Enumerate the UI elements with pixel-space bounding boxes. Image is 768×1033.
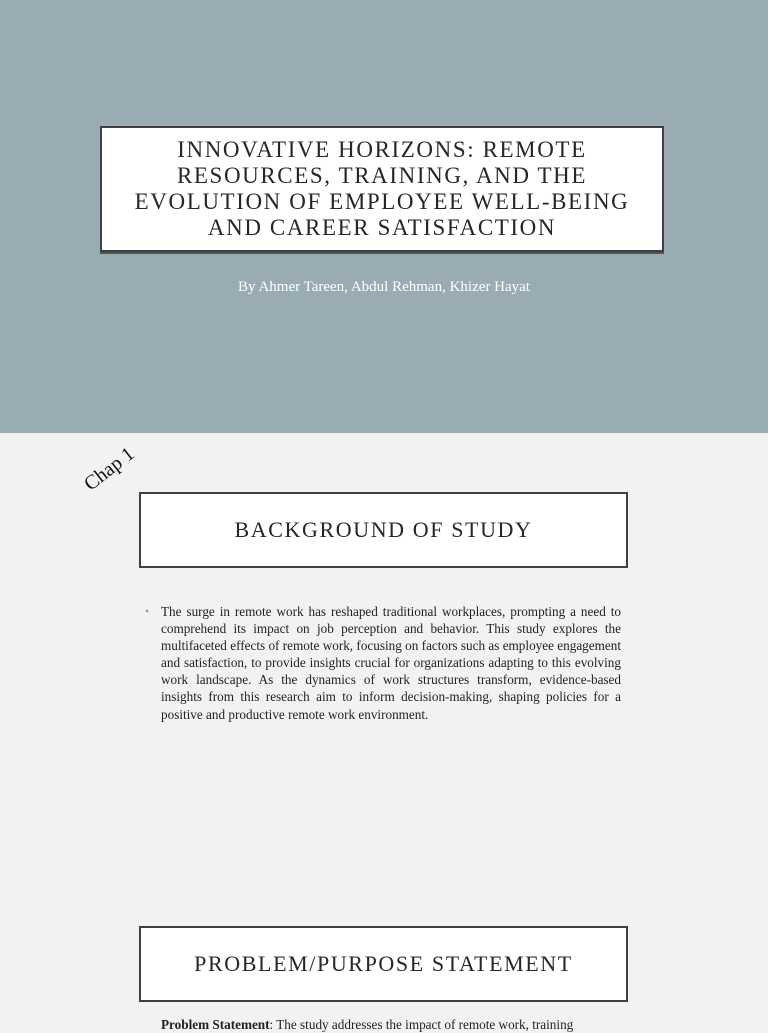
authors-line: By Ahmer Tareen, Abdul Rehman, Khizer Hayat (238, 279, 530, 295)
problem-statement-label: Problem Statement (161, 1017, 270, 1032)
bullet-text: The surge in remote work has reshaped traditional workplaces, prompting a need to comprehend its impact on job perception and behavior. This study explores the multifaceted effects of remote work, focusing on factors such as employee engagement and satisfaction, to provide insights crucial for organizations adapting to this evolving work landscape. As the dynamics of work structures transform, evidence-based insights from this research aim to inform decision-making, shaping policies for a positive and productive remote work environment. (161, 604, 621, 722)
background-heading-box (139, 492, 628, 568)
background-heading: BACKGROUND OF STUDY (234, 517, 533, 542)
chapter-label: Chap 1 (80, 442, 139, 496)
background-bullet-list (145, 603, 621, 723)
problem-statement-rest: : The study addresses the impact of remote work, training (269, 1017, 574, 1032)
problem-statement-text (161, 1016, 621, 1033)
presentation-title: INNOVATIVE HORIZONS: REMOTE RESOURCES, TRAINING, AND THE EVOLUTION OF EMPLOYEE WELL-BEING AND CAREER SATISFACTION (134, 137, 630, 240)
problem-heading: PROBLEM/PURPOSE STATEMENT (194, 951, 573, 976)
title-slide (0, 0, 768, 433)
title-box (100, 126, 664, 252)
problem-heading-box (139, 926, 628, 1002)
list-item (145, 603, 621, 723)
bullet-dot-icon: • (145, 604, 150, 618)
